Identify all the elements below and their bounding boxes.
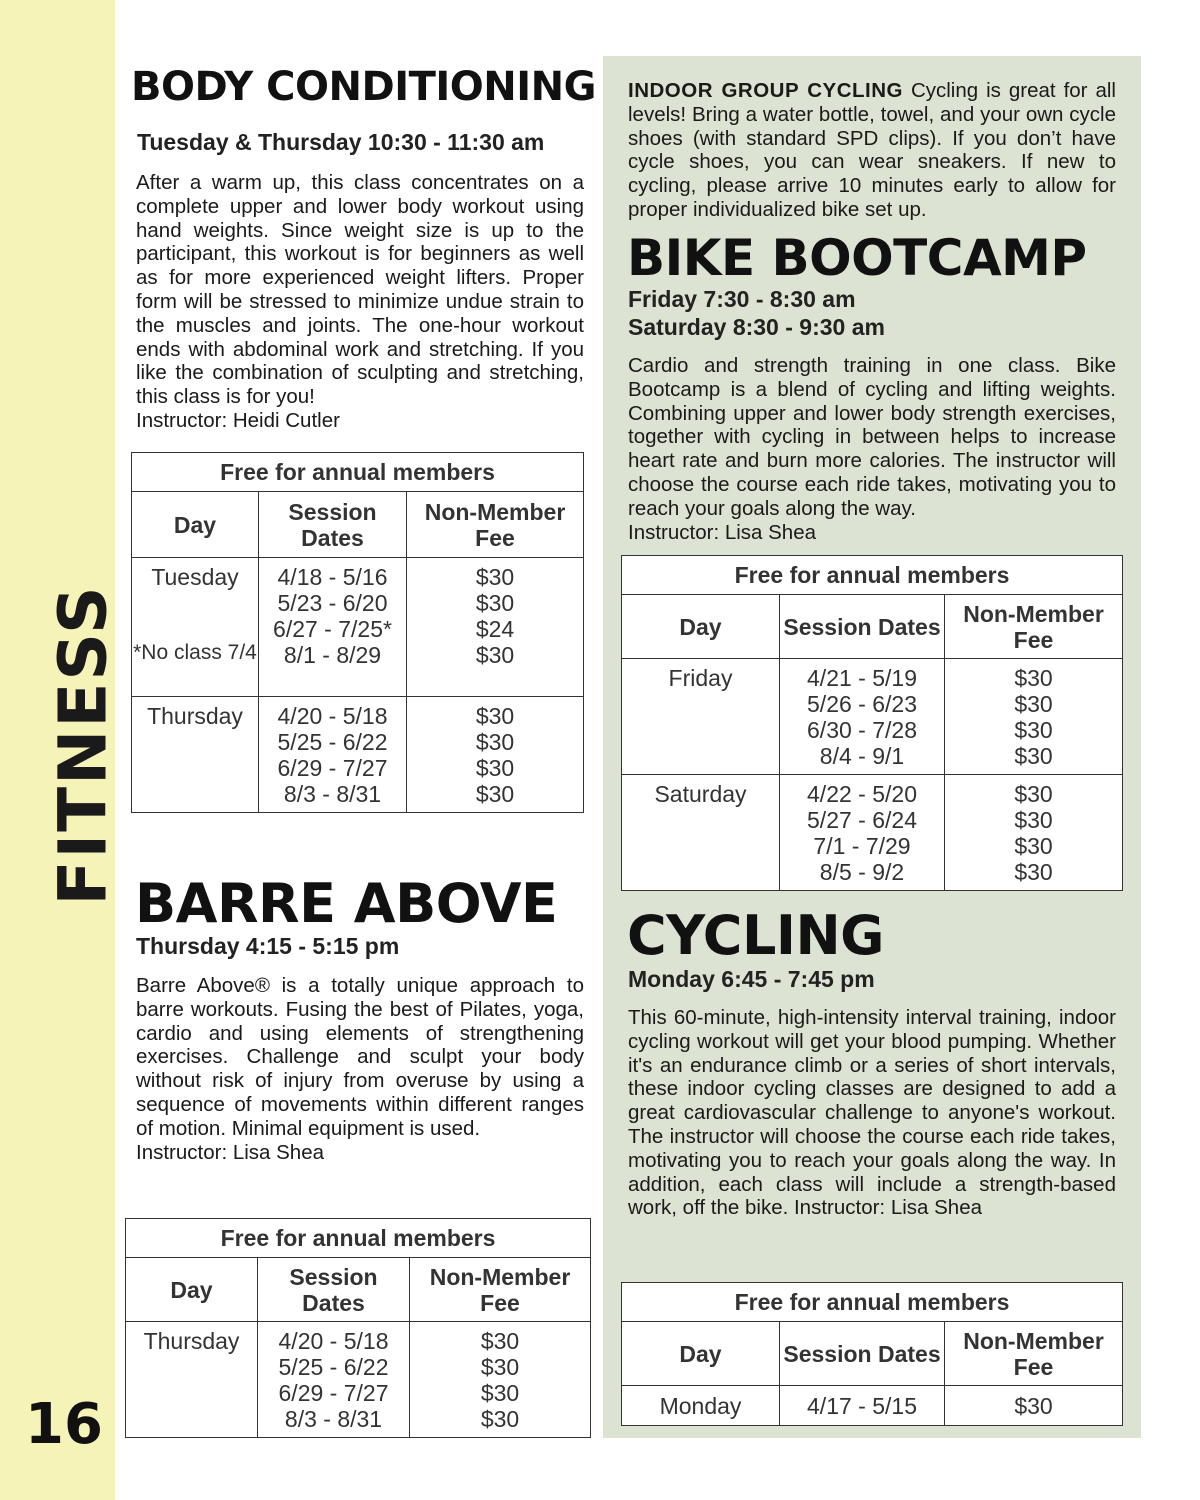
day-header: Day bbox=[622, 595, 780, 659]
day-header: Day bbox=[622, 1322, 780, 1386]
indoor-cycling-lead: INDOOR GROUP CYCLING bbox=[628, 79, 903, 102]
description-text: This 60-minute, high-intensity interval training, indoor cycling workout will get your blood pumping. Whether it's an endurance climb or a series of short intervals, these indoor cycling classes are designed to add a great cardiovascular challenge to anyone's workout. The instructor will choose the course each ride takes, motivating you to reach your goals along the way. In addition, each class will include a strength-based work, off the bike. Instructor: Lisa Shea bbox=[628, 1006, 1116, 1220]
day-header: Day bbox=[132, 492, 259, 558]
fee-value: $30 bbox=[475, 642, 515, 668]
session-dates-header: Session Dates bbox=[258, 1258, 410, 1322]
cycling-schedule: Monday 6:45 - 7:45 pm bbox=[628, 966, 875, 992]
bike-bootcamp-description bbox=[628, 354, 1116, 544]
body-conditioning-title: BODY CONDITIONING bbox=[131, 64, 596, 110]
cycling-title: CYCLING bbox=[627, 904, 884, 967]
fee-value: $24 bbox=[475, 616, 515, 642]
fee-header: Non-Member Fee bbox=[407, 492, 584, 558]
session-date: 8/5 - 9/2 bbox=[819, 859, 905, 885]
table-row bbox=[622, 659, 1123, 775]
fee-value: $30 bbox=[1014, 833, 1053, 859]
barre-above-title: BARRE ABOVE bbox=[135, 872, 558, 935]
instructor-text: Instructor: Lisa Shea bbox=[136, 1140, 325, 1164]
session-date: 7/1 - 7/29 bbox=[813, 833, 911, 859]
session-date: 6/29 - 7/27 bbox=[277, 755, 388, 781]
session-date: 4/20 - 5/18 bbox=[277, 703, 388, 729]
session-date: 4/17 - 5/15 bbox=[780, 1386, 945, 1426]
session-dates-header: Session Dates bbox=[780, 1322, 945, 1386]
bike-bootcamp-schedule-friday: Friday 7:30 - 8:30 am bbox=[628, 286, 856, 312]
description-text: Barre Above® is a totally unique approach to barre workouts. Fusing the best of Pilates, yoga, cardio and using elements of strengthening exercises. Challenge and sculpt your body without risk of injury from overuse by using a sequence of movements within different ranges of motion. Minimal equipment is used. bbox=[136, 974, 584, 1140]
cycling-description bbox=[628, 1006, 1116, 1220]
session-date: 6/30 - 7/28 bbox=[807, 717, 917, 743]
day-cell: Monday bbox=[622, 1386, 780, 1426]
fee-value: $30 bbox=[480, 1328, 520, 1354]
barre-above-schedule: Thursday 4:15 - 5:15 pm bbox=[136, 933, 400, 959]
page-number: 16 bbox=[25, 1392, 103, 1457]
session-date: 8/3 - 8/31 bbox=[283, 781, 382, 807]
session-date: 8/1 - 8/29 bbox=[283, 642, 382, 668]
session-date: 8/4 - 9/1 bbox=[819, 743, 905, 769]
no-class-note: *No class 7/4 bbox=[133, 641, 257, 664]
indoor-cycling-text: Cycling is great for all levels! Bring a water bottle, towel, and your own cycle shoes (with standard SPD clips). If you don’t have cycle shoes, you can wear sneakers. If new to cycling, please arrive 10 minutes early to allow for proper individualized bike set up. bbox=[628, 79, 1116, 221]
session-date: 4/22 - 5/20 bbox=[807, 781, 917, 807]
session-date: 5/25 - 6/22 bbox=[278, 1354, 389, 1380]
fee-value: $30 bbox=[475, 755, 515, 781]
instructor-text: Instructor: Heidi Cutler bbox=[136, 408, 340, 432]
description-text: After a warm up, this class concentrates on a complete upper and lower body workout using hand weights. Since weight size is up to the participant, this workout is for beginners as well as for more experienced weight lifters. Proper form will be stressed to minimize undue strain to the muscles and joints. The one-hour workout ends with abdominal work and stretching. If you like the combination of sculpting and stretching, this class is for you! bbox=[136, 171, 584, 409]
session-date: 4/18 - 5/16 bbox=[277, 564, 388, 590]
table-banner: Free for annual members bbox=[622, 1283, 1123, 1322]
barre-above-fee-table bbox=[125, 1218, 591, 1438]
fee-value: $30 bbox=[1014, 781, 1053, 807]
session-date: 6/27 - 7/25* bbox=[273, 616, 392, 642]
fee-value: $30 bbox=[480, 1354, 520, 1380]
session-date: 4/21 - 5/19 bbox=[807, 665, 917, 691]
table-row bbox=[132, 697, 584, 813]
session-date: 5/26 - 6/23 bbox=[807, 691, 917, 717]
cycling-fee-table bbox=[621, 1282, 1123, 1426]
fee-value: $30 bbox=[480, 1380, 520, 1406]
fee-value: $30 bbox=[475, 729, 515, 755]
table-banner: Free for annual members bbox=[132, 453, 584, 492]
table-row bbox=[622, 775, 1123, 891]
fee-value: $30 bbox=[1014, 691, 1053, 717]
session-date: 5/27 - 6/24 bbox=[807, 807, 917, 833]
session-dates-header: Session Dates bbox=[780, 595, 945, 659]
session-date: 8/3 - 8/31 bbox=[284, 1406, 383, 1432]
fee-header: Non-Member Fee bbox=[410, 1258, 591, 1322]
fee-value: $30 bbox=[1014, 665, 1053, 691]
fee-value: $30 bbox=[475, 703, 515, 729]
body-conditioning-fee-table bbox=[131, 452, 584, 813]
fitness-side-band bbox=[0, 0, 122, 1500]
barre-above-description bbox=[136, 974, 584, 1164]
fee-value: $30 bbox=[945, 1386, 1123, 1426]
fee-header: Non-Member Fee bbox=[945, 1322, 1123, 1386]
day-cell: Tuesday bbox=[151, 564, 239, 590]
table-banner: Free for annual members bbox=[126, 1219, 591, 1258]
day-cell: Thursday bbox=[132, 697, 259, 813]
fee-value: $30 bbox=[1014, 743, 1053, 769]
body-conditioning-schedule: Tuesday & Thursday 10:30 - 11:30 am bbox=[137, 129, 545, 155]
bike-bootcamp-title: BIKE BOOTCAMP bbox=[627, 229, 1087, 287]
fee-value: $30 bbox=[475, 781, 515, 807]
bike-bootcamp-schedule-saturday: Saturday 8:30 - 9:30 am bbox=[628, 314, 885, 340]
fee-value: $30 bbox=[1014, 717, 1053, 743]
session-dates-header: Session Dates bbox=[259, 492, 407, 558]
description-text: Cardio and strength training in one class. Bike Bootcamp is a blend of cycling and lifting weights. Combining upper and lower body strength exercises, together with cycling in between helps to increase heart rate and burn more calories. The instructor will choose the course each ride takes, motivating you to reach your goals along the way. bbox=[628, 354, 1116, 520]
fee-value: $30 bbox=[480, 1406, 520, 1432]
table-row bbox=[126, 1322, 591, 1438]
day-cell: Thursday bbox=[126, 1322, 258, 1438]
body-conditioning-description bbox=[136, 171, 584, 433]
indoor-cycling-intro bbox=[628, 79, 1116, 222]
fee-header: Non-Member Fee bbox=[945, 595, 1123, 659]
bike-bootcamp-fee-table bbox=[621, 555, 1123, 891]
session-date: 4/20 - 5/18 bbox=[278, 1328, 389, 1354]
section-label: FITNESS bbox=[44, 584, 122, 906]
fee-value: $30 bbox=[475, 590, 515, 616]
day-cell: Friday bbox=[622, 659, 780, 775]
instructor-text: Instructor: Lisa Shea bbox=[628, 520, 817, 544]
fee-value: $30 bbox=[475, 564, 515, 590]
session-date: 5/23 - 6/20 bbox=[277, 590, 388, 616]
day-cell: Saturday bbox=[622, 775, 780, 891]
fee-value: $30 bbox=[1014, 807, 1053, 833]
fee-value: $30 bbox=[1014, 859, 1053, 885]
table-row bbox=[622, 1386, 1123, 1426]
table-banner: Free for annual members bbox=[622, 556, 1123, 595]
session-date: 5/25 - 6/22 bbox=[277, 729, 388, 755]
session-date: 6/29 - 7/27 bbox=[278, 1380, 389, 1406]
day-header: Day bbox=[126, 1258, 258, 1322]
table-row bbox=[132, 558, 584, 697]
